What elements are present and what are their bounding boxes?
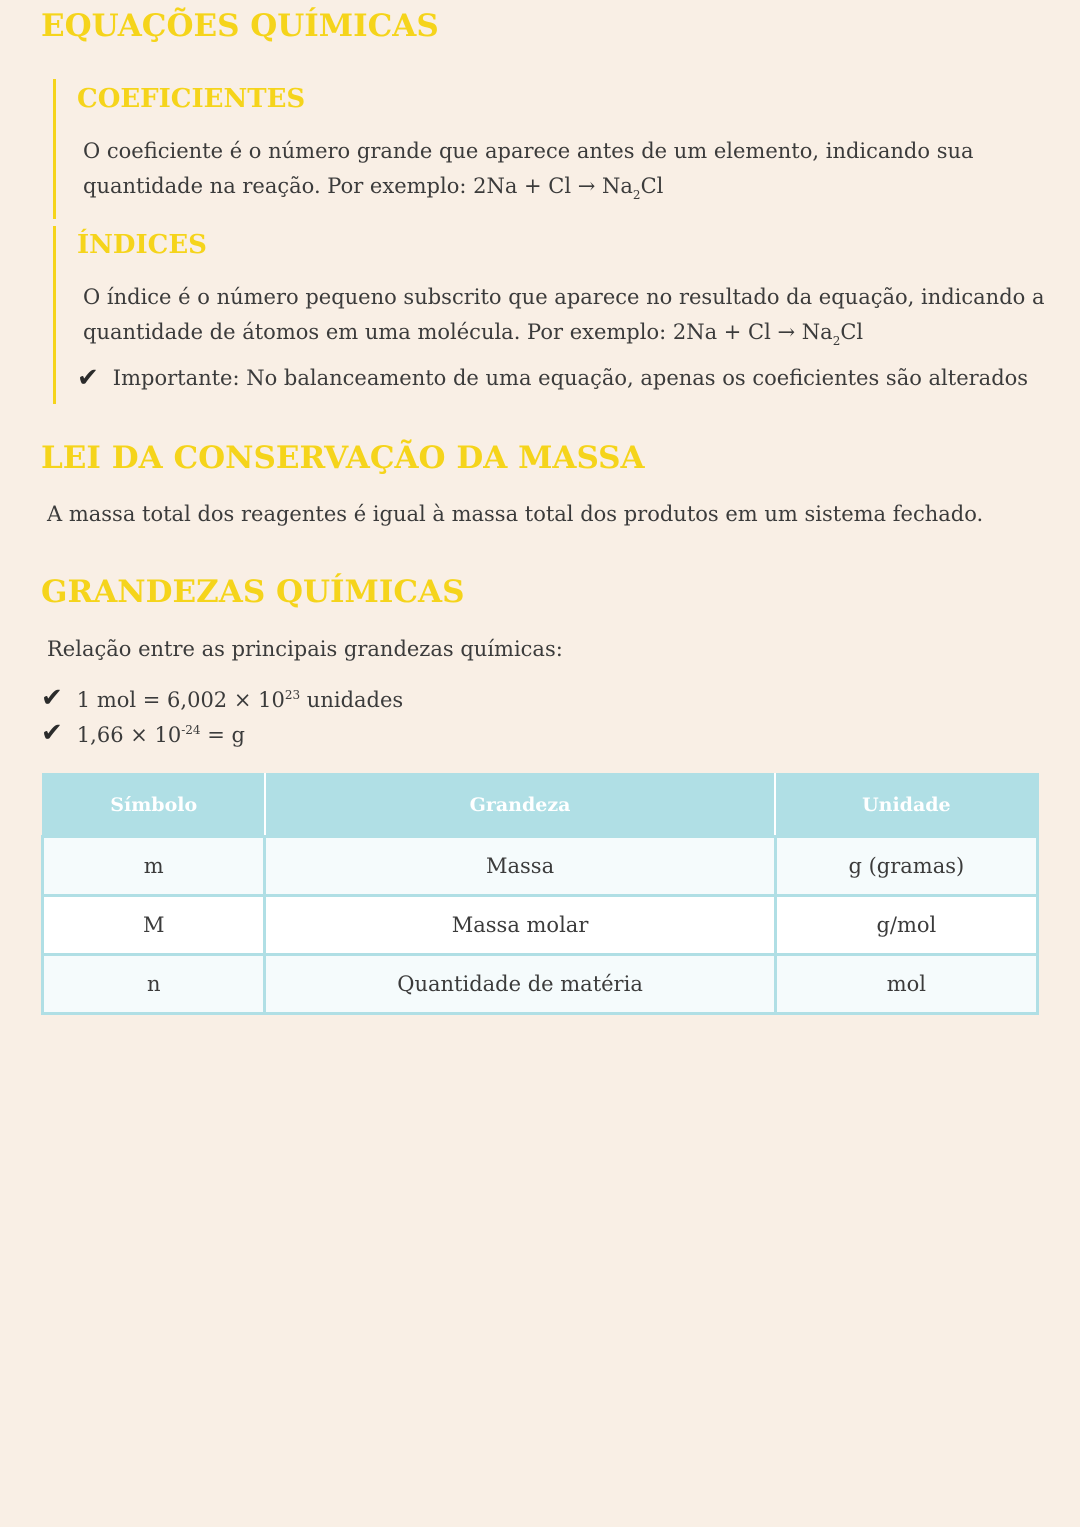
check-icon: ✔ (77, 363, 99, 393)
indices-important-note (77, 363, 1028, 393)
check-icon: ✔ (41, 682, 63, 713)
table-header-simbolo: Símbolo (43, 774, 265, 837)
table-cell-unidade: g (gramas) (775, 837, 1037, 896)
subsection-title-indices: ÍNDICES (77, 230, 207, 260)
table-header-grandeza: Grandeza (265, 774, 775, 837)
coeficientes-line-2 (83, 169, 974, 213)
coeficientes-line-2-suffix: Cl (640, 174, 664, 198)
item-2-suffix: = g (200, 723, 245, 747)
indices-accent-bar (53, 226, 56, 404)
item-2-prefix: 1,66 × 10 (76, 723, 182, 747)
indices-paragraph (83, 280, 1044, 359)
section-title-equacoes: EQUAÇÕES QUÍMICAS (41, 8, 439, 44)
check-icon: ✔ (41, 717, 63, 748)
coeficientes-line-1: O coeficiente é o número grande que aparece antes de um elemento, indicando sua (83, 139, 974, 163)
table-cell-simbolo: M (43, 896, 265, 955)
table-cell-simbolo: n (43, 955, 265, 1014)
indices-line-2-suffix: Cl (840, 320, 864, 344)
table-row (43, 837, 1038, 896)
indices-line-1: O índice é o número pequeno subscrito que aparece no resultado da equação, indicando a (83, 285, 1045, 309)
indices-line-2 (83, 315, 1044, 359)
grandezas-item-1 (41, 680, 403, 715)
grandezas-item-2 (41, 715, 245, 750)
lei-paragraph: A massa total dos reagentes é igual à massa total dos produtos em um sistema fechado. (47, 502, 984, 526)
coeficientes-subscript: 2 (632, 188, 641, 202)
indices-line-2-text: quantidade de átomos em uma molécula. Por exemplo: 2Na + Cl → Na (83, 320, 833, 344)
grandezas-item-1-text (77, 680, 403, 715)
subsection-title-coeficientes: COEFICIENTES (77, 84, 306, 114)
table-header-unidade: Unidade (775, 774, 1037, 837)
section-title-lei: LEI DA CONSERVAÇÃO DA MASSA (41, 440, 645, 476)
item-2-exponent: -24 (181, 723, 201, 737)
grandezas-item-2-text (77, 715, 245, 750)
coeficientes-accent-bar (53, 79, 56, 219)
indices-subscript: 2 (832, 334, 841, 348)
table-cell-grandeza: Massa molar (265, 896, 775, 955)
table-cell-unidade: mol (775, 955, 1037, 1014)
grandezas-intro: Relação entre as principais grandezas químicas: (47, 637, 563, 661)
table-row (43, 896, 1038, 955)
table-row (43, 955, 1038, 1014)
item-1-prefix: 1 mol = 6,002 × 10 (76, 688, 285, 712)
table-cell-unidade: g/mol (775, 896, 1037, 955)
coeficientes-line-2-text: quantidade na reação. Por exemplo: 2Na + Cl → Na (83, 174, 633, 198)
section-title-grandezas: GRANDEZAS QUÍMICAS (41, 574, 465, 610)
table-cell-grandeza: Quantidade de matéria (265, 955, 775, 1014)
item-1-exponent: 23 (284, 688, 301, 702)
table-cell-grandeza: Massa (265, 837, 775, 896)
table-header-row (43, 774, 1038, 837)
table-cell-simbolo: m (43, 837, 265, 896)
grandezas-table (41, 773, 1039, 1015)
item-1-suffix: unidades (300, 688, 404, 712)
coeficientes-paragraph (83, 134, 974, 213)
important-note-text: Importante: No balanceamento de uma equação, apenas os coeficientes são alterados (112, 366, 1029, 390)
